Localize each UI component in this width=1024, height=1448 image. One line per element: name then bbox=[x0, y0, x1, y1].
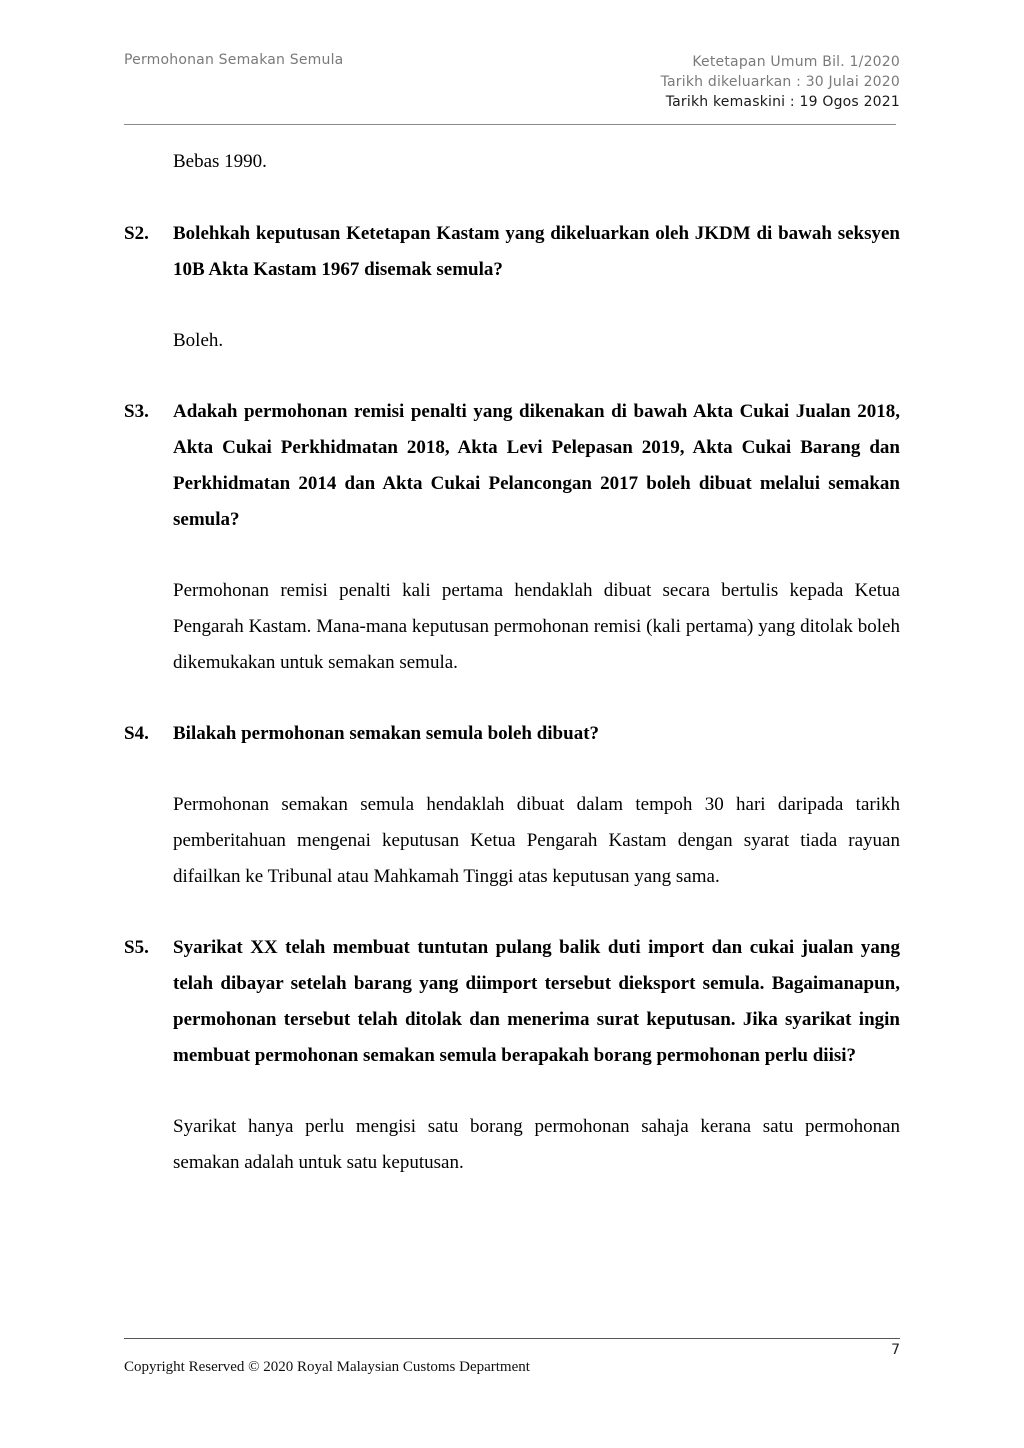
answer-s4: Permohonan semakan semula hendaklah dibuat dalam tempoh 30 hari daripada tarikh pemberitahuan mengenai keputusan Ketua Pengarah Kastam dengan syarat tiada rayuan difailkan ke Tribunal atau Mahkamah Tinggi atas keputusan yang sama. bbox=[173, 794, 900, 887]
question-number: S4. bbox=[124, 723, 149, 744]
header-reference-block bbox=[661, 52, 900, 112]
question-number: S5. bbox=[124, 937, 149, 958]
question-s5 bbox=[124, 930, 900, 1074]
question-s4 bbox=[124, 716, 900, 752]
page-number: 7 bbox=[891, 1342, 900, 1358]
header-document-title: Permohonan Semakan Semula bbox=[124, 52, 344, 68]
question-text: Adakah permohonan remisi penalti yang dikenakan di bawah Akta Cukai Jualan 2018, Akta Cukai Perkhidmatan 2018, Akta Levi Pelepasan 2019, Akta Cukai Barang dan Perkhidmatan 2014 dan Akta Cukai Pelancongan 2017 boleh dibuat melalui semakan semula? bbox=[173, 401, 900, 530]
header-divider bbox=[124, 124, 896, 125]
answer-s2: Boleh. bbox=[173, 330, 224, 351]
question-number: S3. bbox=[124, 401, 149, 422]
question-text: Bolehkah keputusan Ketetapan Kastam yang dikeluarkan oleh JKDM di bawah seksyen 10B Akta Kastam 1967 disemak semula? bbox=[173, 223, 900, 280]
document-body bbox=[124, 144, 900, 1181]
question-s3 bbox=[124, 394, 900, 538]
question-s2 bbox=[124, 216, 900, 288]
header-reference-number: Ketetapan Umum Bil. 1/2020 bbox=[692, 54, 900, 70]
header-update-date: Tarikh kemaskini : 19 Ogos 2021 bbox=[665, 94, 900, 110]
continuation-text: Bebas 1990. bbox=[173, 151, 267, 172]
answer-s5: Syarikat hanya perlu mengisi satu borang permohonan sahaja kerana satu permohonan semakan adalah untuk satu keputusan. bbox=[173, 1116, 900, 1173]
question-text: Syarikat XX telah membuat tuntutan pulang balik duti import dan cukai jualan yang telah dibayar setelah barang yang diimport tersebut dieksport semula. Bagaimanapun, permohonan tersebut telah ditolak dan menerima surat keputusan. Jika syarikat ingin membuat permohonan semakan semula berapakah borang permohonan perlu diisi? bbox=[173, 937, 900, 1066]
question-number: S2. bbox=[124, 223, 149, 244]
copyright-notice: Copyright Reserved © 2020 Royal Malaysian Customs Department bbox=[124, 1359, 530, 1375]
header-issue-date: Tarikh dikeluarkan : 30 Julai 2020 bbox=[660, 74, 900, 90]
footer-divider bbox=[124, 1338, 900, 1339]
question-text: Bilakah permohonan semakan semula boleh dibuat? bbox=[173, 723, 600, 744]
answer-s3: Permohonan remisi penalti kali pertama hendaklah dibuat secara bertulis kepada Ketua Pengarah Kastam. Mana-mana keputusan permohonan remisi (kali pertama) yang ditolak boleh dikemukakan untuk semakan semula. bbox=[173, 580, 900, 673]
